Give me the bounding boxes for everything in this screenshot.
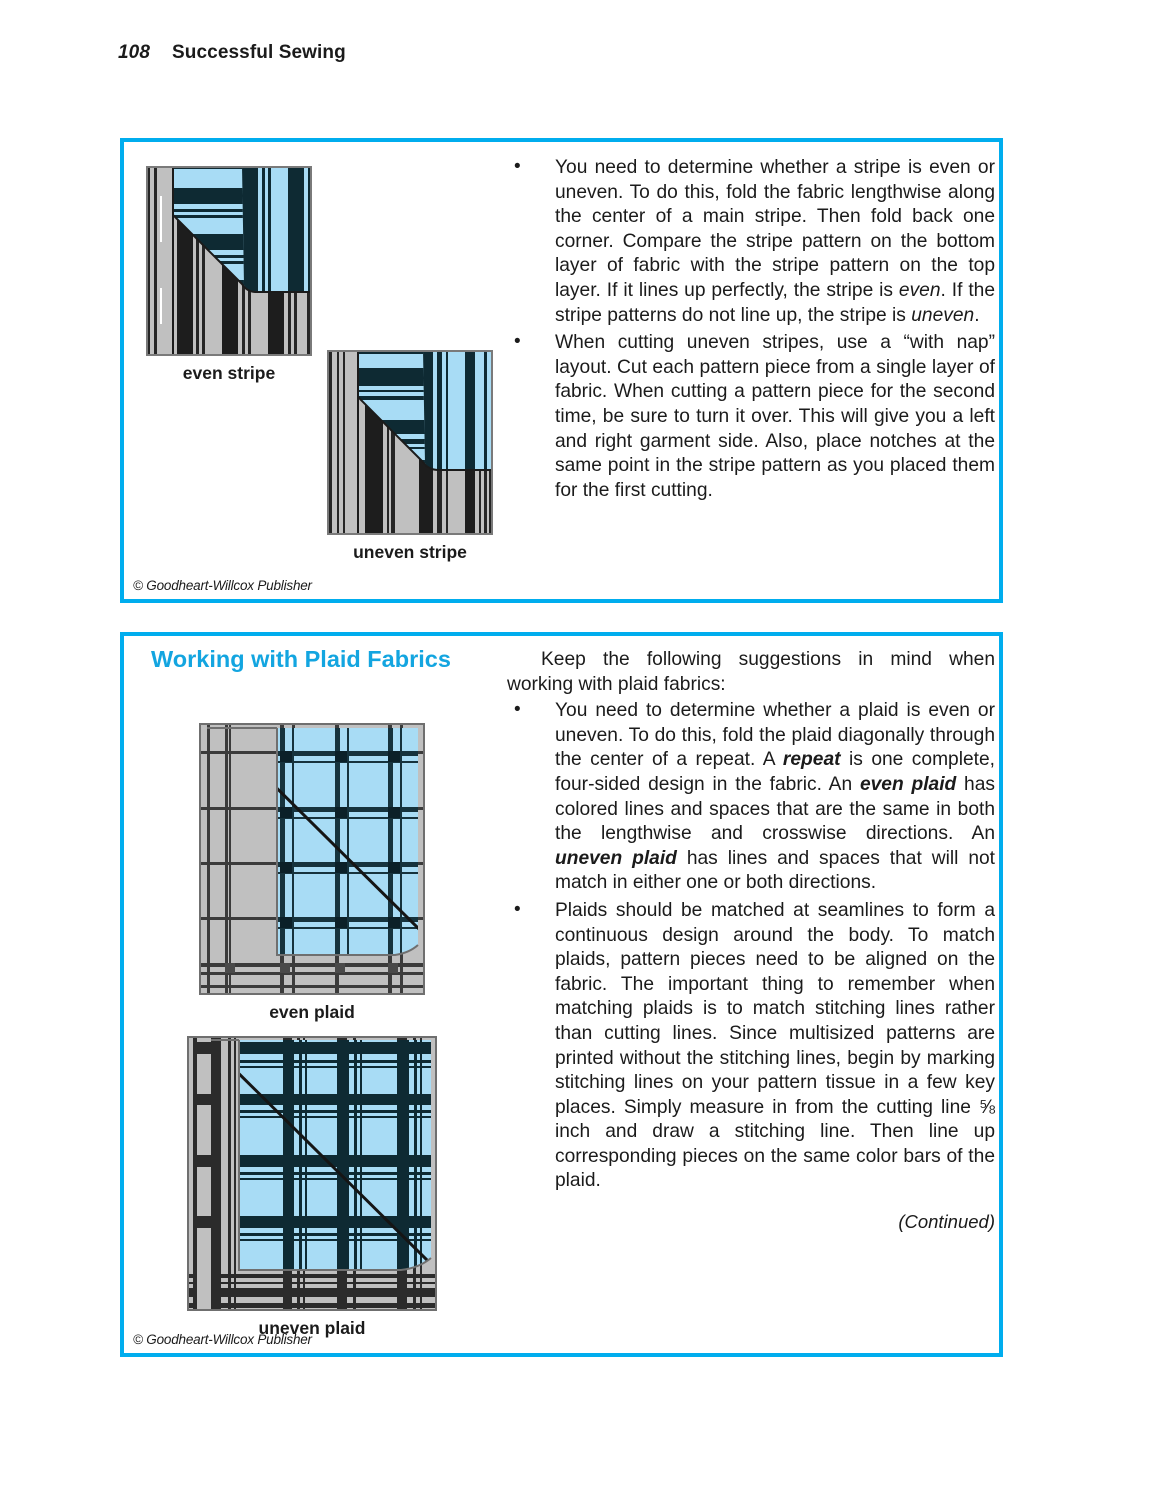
stripes-bullet-list xyxy=(507,156,995,503)
plaids-text-column xyxy=(507,648,995,1235)
continued-note: (Continued) xyxy=(898,1211,995,1233)
even-stripe-figure xyxy=(146,166,312,384)
even-stripe-illustration xyxy=(146,166,312,356)
emphasis-term: uneven plaid xyxy=(555,847,677,869)
figure-caption: even stripe xyxy=(182,363,276,383)
page-header xyxy=(118,42,346,64)
section-heading: Working with Plaid Fabrics xyxy=(151,646,451,672)
emphasis-term: repeat xyxy=(782,749,841,771)
bullet-item xyxy=(507,156,995,328)
bullet-text-part: You need to determine whether a stripe is even or uneven. To do this, fold the fabric lengthwise along the center of a main stripe. Then fold back one corner. Compare the stripe pattern on the bottom layer of fabric with the stripe pattern on the top layer. If it lines up perfectly, the stripe is xyxy=(555,157,995,301)
book-title: Successful Sewing xyxy=(172,42,346,63)
bullet-text-part: has lines and spaces that will not match in either one or both directions. xyxy=(555,847,995,894)
bullet-text-part: You need to determine whether a plaid is even or uneven. To do this, fold the plaid diagonally through the center of a repeat. A xyxy=(555,700,995,771)
even-plaid-illustration xyxy=(199,723,425,995)
emphasis-term: even xyxy=(898,279,941,301)
bullet-item xyxy=(507,899,995,1194)
bullet-text-part: . xyxy=(974,304,980,326)
page-number: 108 xyxy=(118,42,151,63)
emphasis-term: uneven xyxy=(911,304,975,326)
figure-caption: uneven plaid xyxy=(258,1318,366,1338)
publisher-credit: © Goodheart-Willcox Publisher xyxy=(133,578,312,593)
stripes-feature-box xyxy=(120,138,1003,603)
uneven-plaid-illustration xyxy=(187,1036,437,1311)
plaids-bullet-list xyxy=(507,699,995,1194)
bullet-text-part: has colored lines and spaces that are the same in both the lengthwise and crosswise directions. An xyxy=(555,773,995,845)
bullet-item xyxy=(507,331,995,503)
stripes-text-column xyxy=(507,156,995,503)
uneven-stripe-illustration xyxy=(327,350,493,535)
bullet-text-part: Plaids should be matched at seamlines to form a continuous design around the body. To match plaids, pattern pieces need to be aligned on the fabric. The important thing to remember when matching plaids is to match stitching lines rather than cutting lines. Since multisized patterns are printed without the stitching lines, begin by marking stitching lines on your pattern tissue in a few key places. Simply measure in from the cutting line ⅝ inch and draw a stitching line. Then line up corresponding pieces on the same color bars of the plaid. xyxy=(555,899,995,1192)
figure-caption: even plaid xyxy=(269,1002,355,1022)
uneven-stripe-figure xyxy=(327,350,493,563)
bullet-text-part: . If the stripe patterns do not line up, the stripe is xyxy=(555,279,996,326)
emphasis-term: even plaid xyxy=(859,773,957,795)
plaids-feature-box xyxy=(120,632,1003,1357)
bullet-item xyxy=(507,699,995,896)
figure-caption: uneven stripe xyxy=(353,542,467,562)
lead-paragraph: Keep the following suggestions in mind when working with plaid fabrics: xyxy=(507,649,995,695)
uneven-plaid-figure xyxy=(187,1036,437,1339)
bullet-text-part: When cutting uneven stripes, use a “with nap” layout. Cut each pattern piece from a single layer of fabric. When cutting a pattern piece for the second time, be sure to turn it over. This will give you a left and right garment side. Also, place notches at the same point in the stripe pattern as you placed them for the first cutting. xyxy=(555,332,995,501)
publisher-credit: © Goodheart-Willcox Publisher xyxy=(133,1332,312,1347)
bullet-text-part: is one complete, four-sided design in the fabric. An xyxy=(555,749,995,795)
even-plaid-figure xyxy=(199,723,425,1023)
